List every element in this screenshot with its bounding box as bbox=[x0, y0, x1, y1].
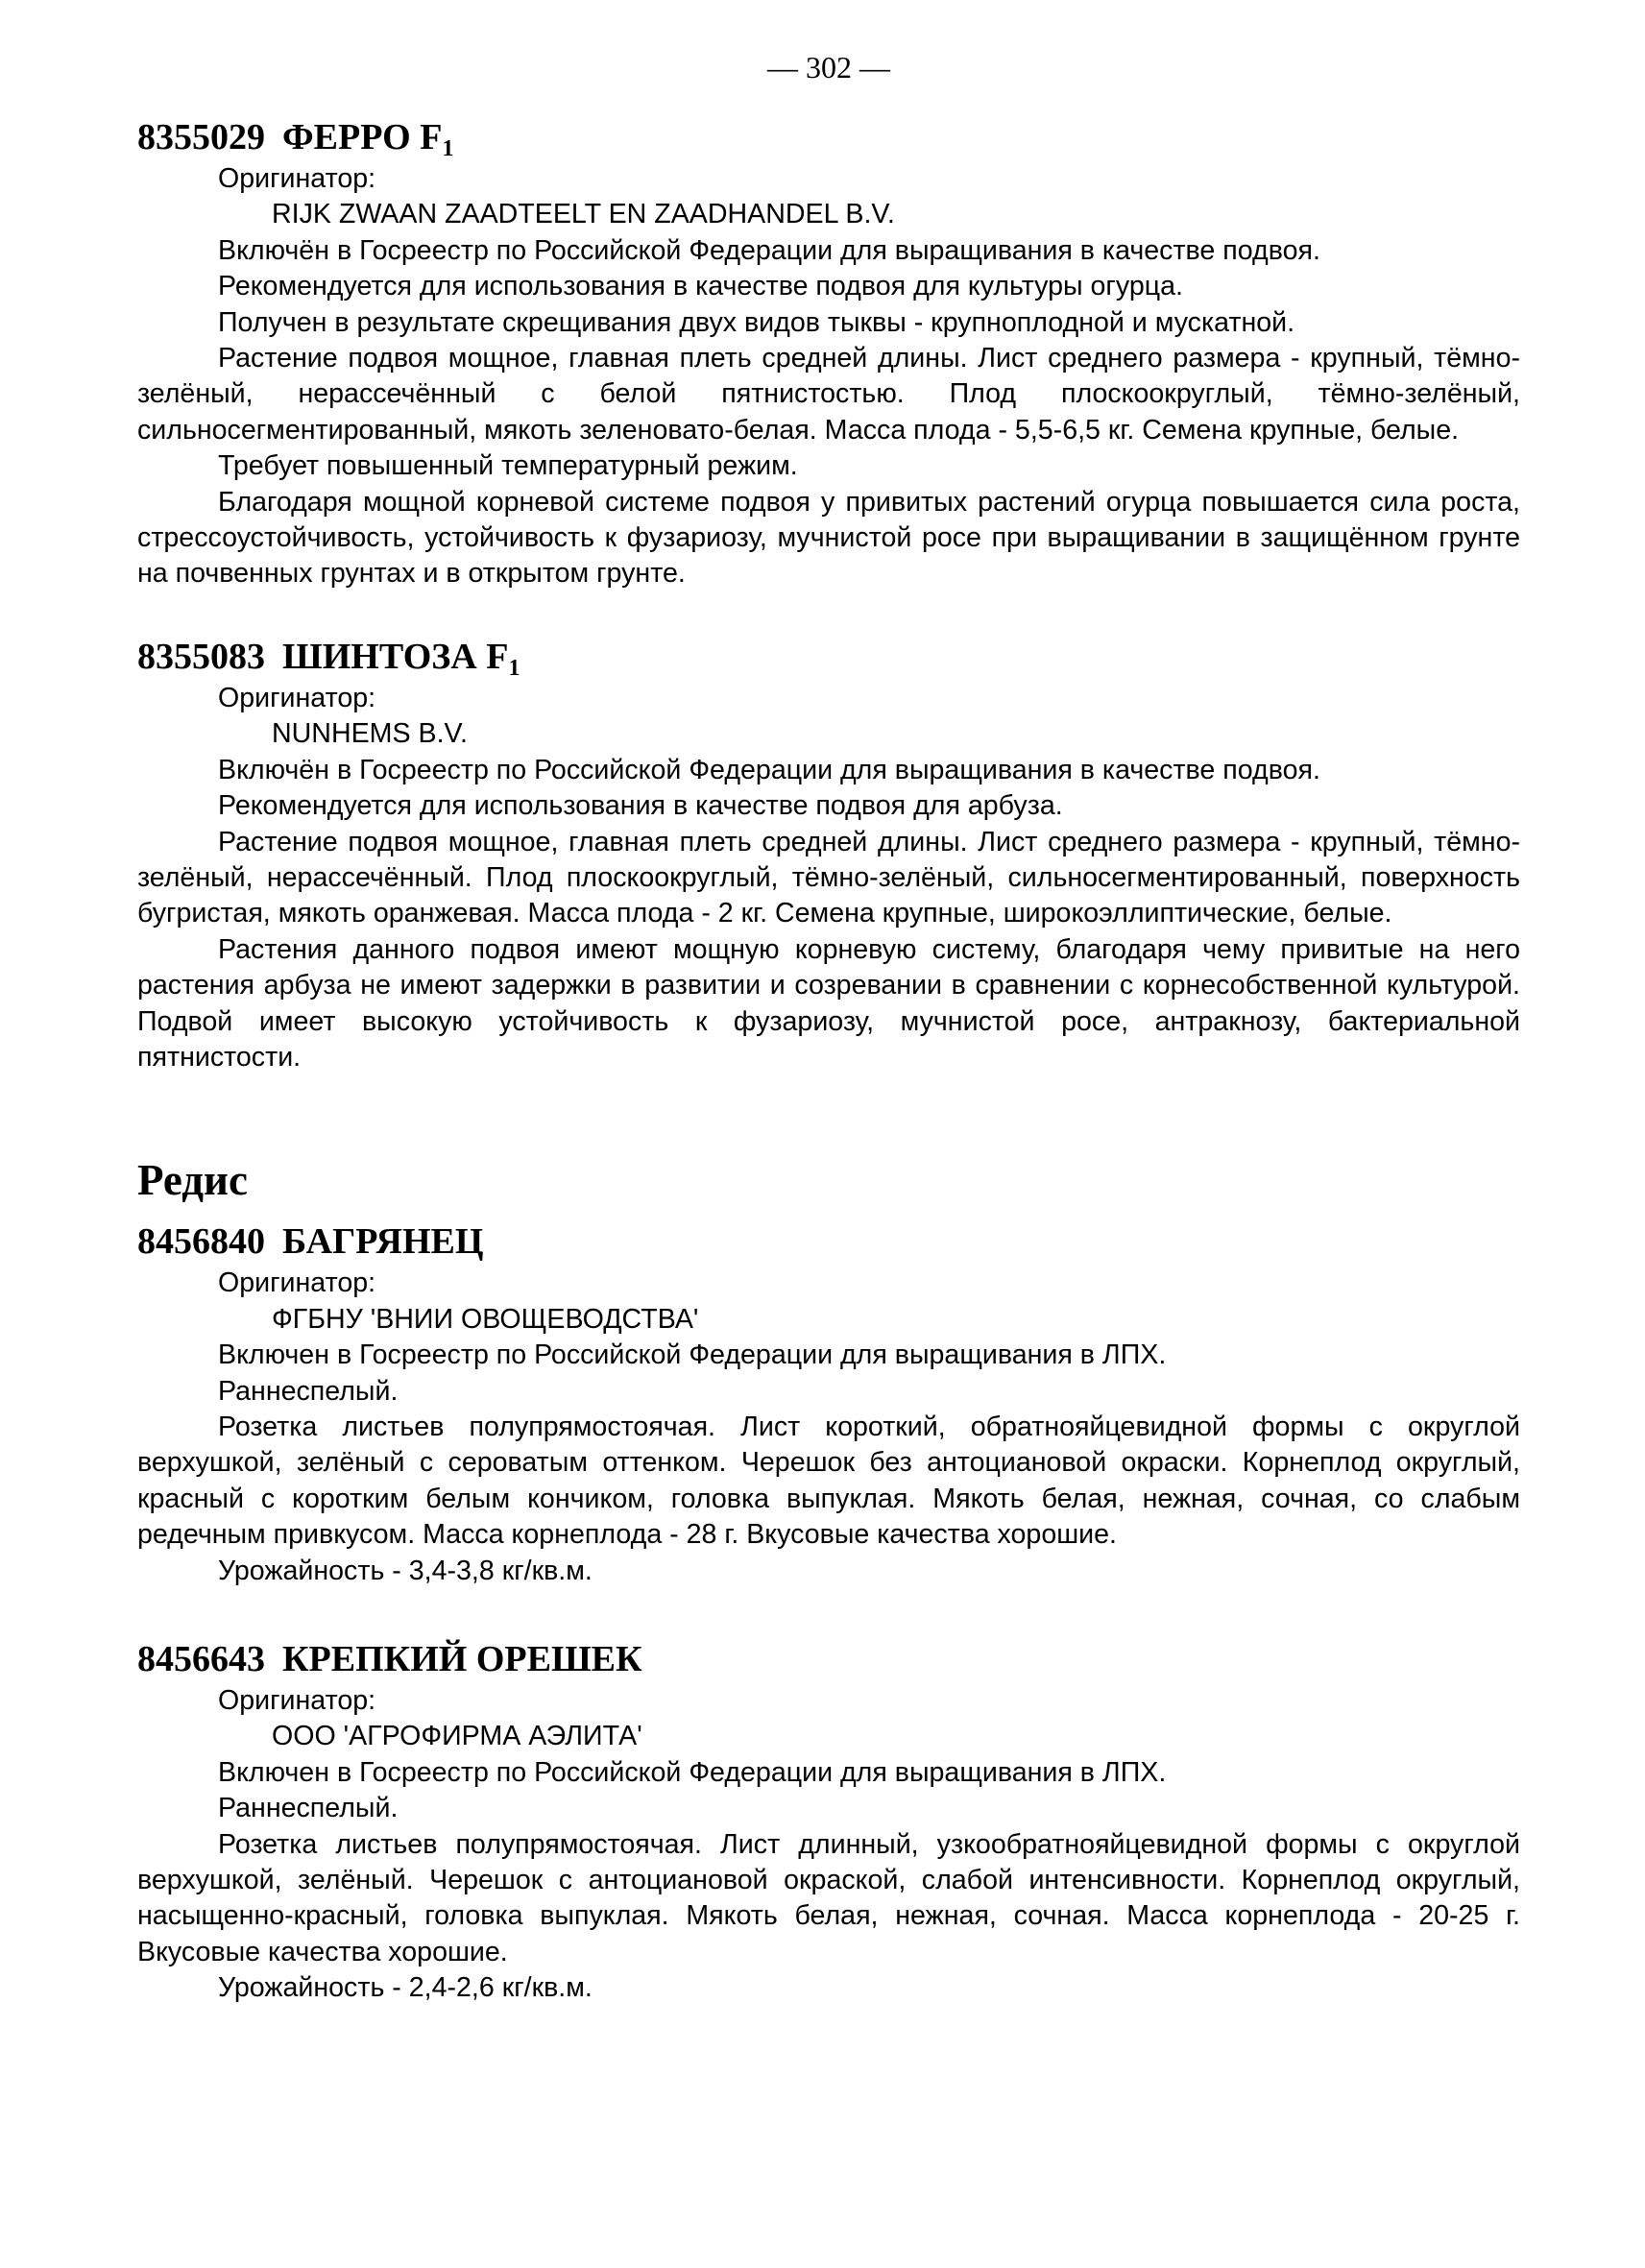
yield-line: Урожайность - 2,4-2,6 кг/кв.м. bbox=[218, 1972, 593, 2004]
spacer bbox=[137, 592, 1520, 635]
variety-title bbox=[137, 635, 1520, 679]
spacer bbox=[137, 1075, 1520, 1154]
description-paragraph: Раннеспелый. bbox=[218, 1793, 399, 1824]
description-paragraph: Розетка листьев полупрямостоячая. Лист короткий, обратнояйцевидной формы с округлой верхушкой, зелёный с сероватым оттенком. Черешок без антоциановой окраски. Корнеплод округлый, красный с коротким белым кончиком, головка выпуклая. Мякоть белая, нежная, сочная, со слабым редечным привкусом. Масса корнеплода - 28 г. Вкусовые качества хорошие. bbox=[137, 1411, 1520, 1551]
description-paragraph: Включён в Госреестр по Российской Федерации для выращивания в качестве подвоя. bbox=[218, 754, 1320, 785]
description-paragraph: Включен в Госреестр по Российской Федерации для выращивания в ЛПХ. bbox=[218, 1756, 1167, 1788]
originator-label: Оригинатор: bbox=[218, 163, 376, 194]
variety-name: ФЕРРО F bbox=[282, 117, 443, 157]
originator-label: Оригинатор: bbox=[218, 1685, 376, 1716]
variety-code: 8456643 bbox=[137, 1639, 265, 1679]
originator-label: Оригинатор: bbox=[218, 1267, 376, 1299]
variety-title bbox=[137, 1637, 1520, 1681]
section-title: Редис bbox=[137, 1156, 248, 1205]
document-page bbox=[137, 48, 1520, 2007]
page-number: — 302 — bbox=[767, 50, 890, 84]
description-paragraph: Рекомендуется для использования в качестве подвоя для культуры огурца. bbox=[218, 271, 1183, 302]
originator-name: NUNHEMS B.V. bbox=[272, 718, 468, 750]
description-paragraph: Растение подвоя мощное, главная плеть средней длины. Лист среднего размера - крупный, тёмно-зелёный, нерассечённый с белой пятнистостью. Плод плоскоокруглый, тёмно-зелёный, сильносегментированный, мякоть зеленовато-белая. Масса плода - 5,5-6,5 кг. Семена крупные, белые. bbox=[137, 343, 1520, 446]
originator-name: ФГБНУ 'ВНИИ ОВОЩЕВОДСТВА' bbox=[272, 1303, 699, 1335]
description-paragraph: Рекомендуется для использования в качестве подвоя для арбуза. bbox=[218, 790, 1063, 822]
description-paragraph: Включён в Госреестр по Российской Федерации для выращивания в качестве подвоя. bbox=[218, 234, 1320, 266]
variety-entry bbox=[137, 635, 1520, 1075]
spacer bbox=[137, 1589, 1520, 1637]
originator-label: Оригинатор: bbox=[218, 682, 376, 713]
yield-line: Урожайность - 3,4-3,8 кг/кв.м. bbox=[218, 1555, 593, 1586]
description-paragraph: Розетка листьев полупрямостоячая. Лист длинный, узкообратнояйцевидной формы с округлой верхушкой, зелёный. Черешок с антоциановой окраской, слабой интенсивности. Корнеплод округлый, насыщенно-красный, головка выпуклая. Мякоть белая, нежная, сочная. Масса корнеплода - 20-25 г. Вкусовые качества хорошие. bbox=[137, 1828, 1520, 1967]
description-paragraph: Благодаря мощной корневой системе подвоя у привитых растений огурца повышается сила роста, стрессоустойчивость, устойчивость к фузариозу, мучнистой росе при выращивании в защищённом грунте на почвенных грунтах и в открытом грунте. bbox=[137, 486, 1520, 590]
variety-entry bbox=[137, 115, 1520, 592]
variety-name-subscript: 1 bbox=[508, 655, 520, 681]
variety-code: 8355083 bbox=[137, 636, 265, 677]
variety-code: 8456840 bbox=[137, 1221, 265, 1263]
variety-title bbox=[137, 115, 1520, 159]
originator-name: RIJK ZWAAN ZAADTEELT EN ZAADHANDEL B.V. bbox=[272, 199, 895, 230]
variety-name: ШИНТОЗА F bbox=[282, 636, 509, 677]
variety-code: 8355029 bbox=[137, 117, 265, 157]
variety-entry bbox=[137, 1637, 1520, 2007]
variety-name: КРЕПКИЙ ОРЕШЕК bbox=[282, 1639, 642, 1679]
description-paragraph: Требует повышенный температурный режим. bbox=[218, 450, 798, 482]
variety-name: БАГРЯНЕЦ bbox=[282, 1221, 484, 1263]
description-paragraph: Растение подвоя мощное, главная плеть средней длины. Лист среднего размера - крупный, тёмно-зелёный, нерассечённый. Плод плоскоокруглый, тёмно-зелёный, сильносегментированный, поверхность бугристая, мякоть оранжевая. Масса плода - 2 кг. Семена крупные, широкоэллиптические, белые. bbox=[137, 826, 1520, 929]
variety-name-subscript: 1 bbox=[442, 136, 454, 161]
description-paragraph: Включен в Госреестр по Российской Федерации для выращивания в ЛПХ. bbox=[218, 1339, 1167, 1371]
description-paragraph: Растения данного подвоя имеют мощную корневую систему, благодаря чему привитые на него растения арбуза не имеют задержки в развитии и созревании в сравнении с корнесобственной культурой. Подвой имеет высокую устойчивость к фузариозу, мучнистой росе, антракнозу, бактериальной пятнистости. bbox=[137, 933, 1520, 1073]
originator-name: ООО 'АГРОФИРМА АЭЛИТА' bbox=[272, 1721, 642, 1752]
variety-title bbox=[137, 1219, 1520, 1264]
description-paragraph: Получен в результате скрещивания двух видов тыквы - крупноплодной и мускатной. bbox=[218, 306, 1295, 338]
description-paragraph: Раннеспелый. bbox=[218, 1375, 399, 1407]
variety-entry bbox=[137, 1219, 1520, 1589]
